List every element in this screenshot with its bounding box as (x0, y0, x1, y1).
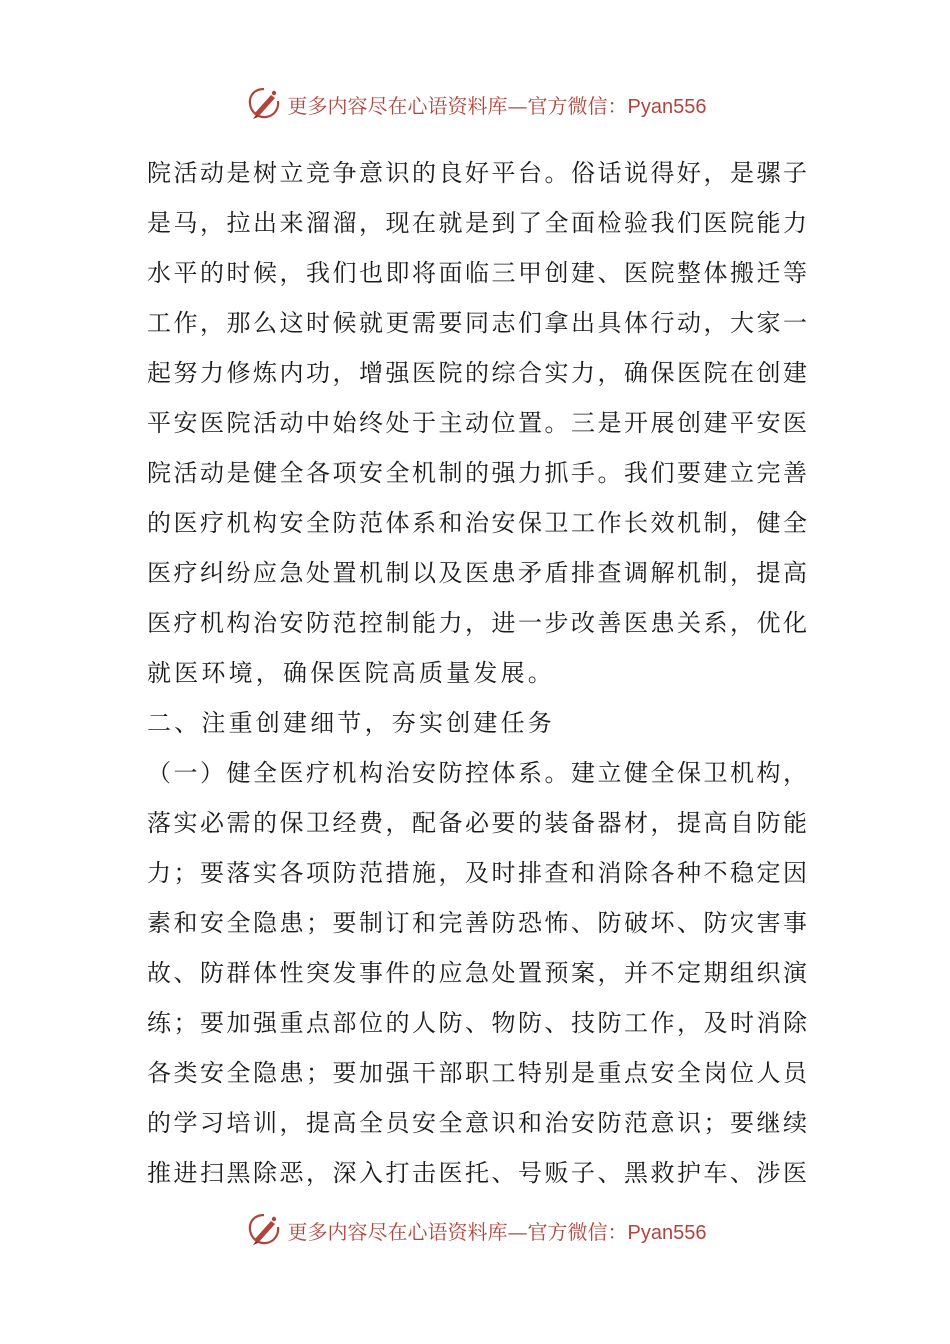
pen-logo-icon (244, 1210, 284, 1250)
body-line: 推进扫黑除恶，深入打击医托、号贩子、黑救护车、涉医 (147, 1159, 807, 1187)
body-line: 的医疗机构安全防范体系和治安保卫工作长效机制，健全 (147, 509, 807, 537)
watermark-main-text: 更多内容尽在心语资料库 (287, 1219, 508, 1244)
body-line: 故、防群体性突发事件的应急处置预案，并不定期组织演 (147, 959, 807, 987)
footer-watermark (0, 1210, 950, 1250)
watermark-main-text: 更多内容尽在心语资料库 (287, 93, 508, 118)
body-line: 是马，拉出来溜溜，现在就是到了全面检验我们医院能力 (147, 209, 807, 237)
body-line: 医疗机构治安防范控制能力，进一步改善医患关系，优化 (147, 609, 807, 637)
watermark-dash: — (507, 1219, 528, 1244)
body-line: 就医环境，确保医院高质量发展。 (147, 659, 555, 687)
pen-logo-icon (244, 84, 284, 124)
watermark-dash: — (507, 93, 528, 118)
body-line: 医疗纠纷应急处置机制以及医患矛盾排查调解机制，提高 (147, 559, 807, 587)
watermark-wechat-id: Pyan556 (627, 1221, 707, 1244)
body-line: 院活动是树立竞争意识的良好平台。俗话说得好，是骡子 (147, 159, 807, 187)
watermark-text (288, 1216, 707, 1245)
body-line: 各类安全隐患；要加强干部职工特别是重点安全岗位人员 (147, 1059, 807, 1087)
body-line: 的学习培训，提高全员安全意识和治安防范意识；要继续 (147, 1109, 807, 1137)
body-line: 力；要落实各项防范措施，及时排查和消除各种不稳定因 (147, 859, 807, 887)
body-line: 起努力修炼内功，增强医院的综合实力，确保医院在创建 (147, 359, 807, 387)
body-line: 院活动是健全各项安全机制的强力抓手。我们要建立完善 (147, 459, 807, 487)
document-body (147, 148, 807, 1198)
body-line: 落实必需的保卫经费，配备必要的装备器材，提高自防能 (147, 809, 807, 837)
watermark-official-label: 官方微信： (527, 1219, 628, 1244)
body-line: 素和安全隐患；要制订和完善防恐怖、防破坏、防灾害事 (147, 909, 807, 937)
header-watermark (0, 84, 950, 124)
body-line: 水平的时候，我们也即将面临三甲创建、医院整体搬迁等 (147, 259, 807, 287)
body-line: （一）健全医疗机构治安防控体系。建立健全保卫机构， (147, 759, 807, 787)
watermark-text (288, 90, 707, 119)
body-line: 平安医院活动中始终处于主动位置。三是开展创建平安医 (147, 409, 807, 437)
watermark-official-label: 官方微信： (527, 93, 628, 118)
section-heading: 二、注重创建细节，夯实创建任务 (147, 709, 555, 737)
watermark-wechat-id: Pyan556 (627, 95, 707, 118)
body-line: 工作，那么这时候就更需要同志们拿出具体行动，大家一 (147, 309, 807, 337)
body-line: 练；要加强重点部位的人防、物防、技防工作，及时消除 (147, 1009, 807, 1037)
